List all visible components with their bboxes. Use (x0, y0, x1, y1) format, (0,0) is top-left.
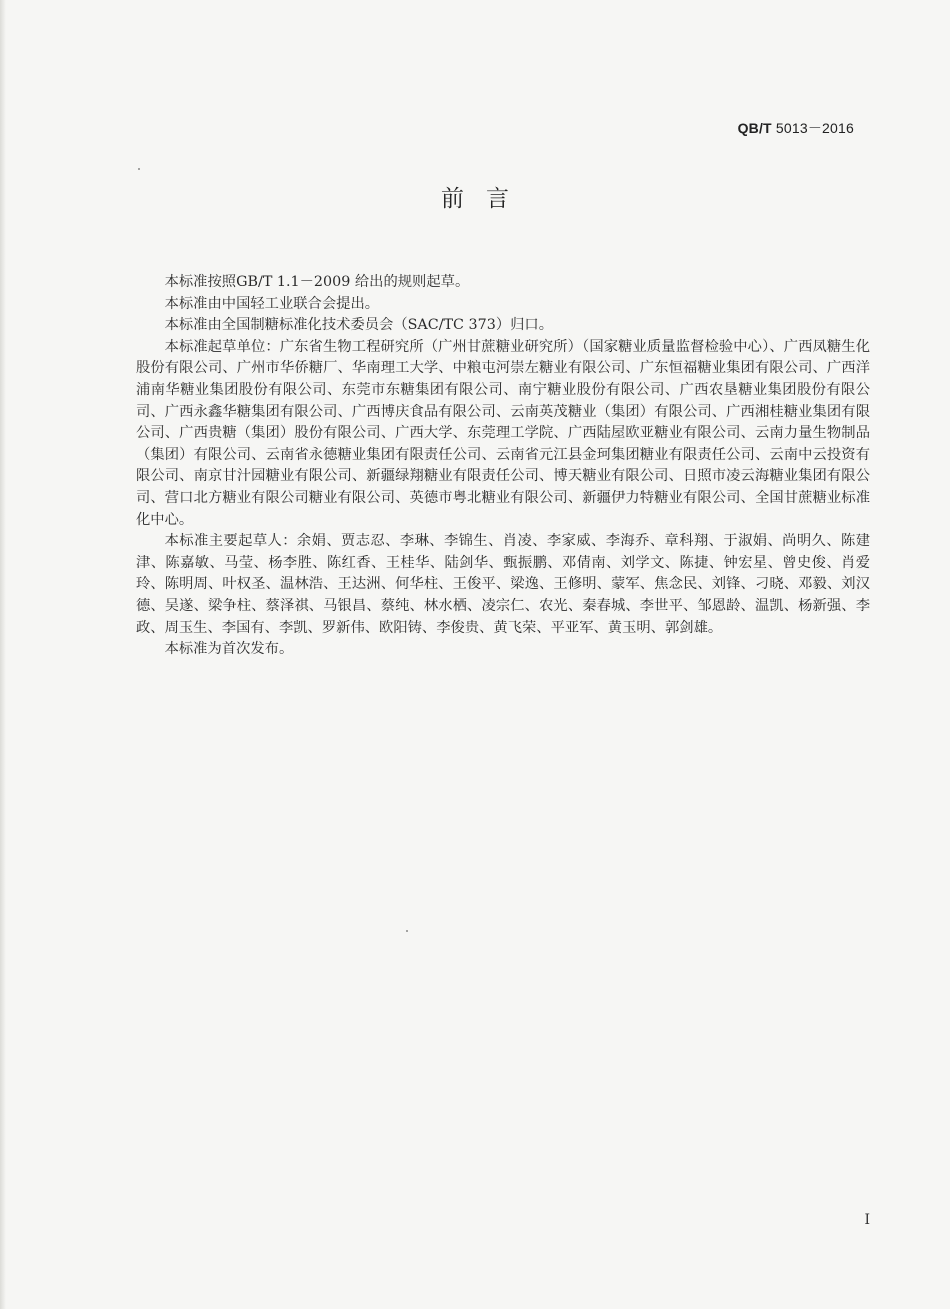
standard-prefix: QB/T (737, 120, 772, 136)
standard-code (738, 118, 854, 138)
scan-speck (406, 930, 408, 932)
page-number: I (864, 1212, 870, 1228)
page-title: 前言 (441, 186, 531, 212)
paragraph-proposer: 本标准由中国轻工业联合会提出。 (164, 295, 380, 312)
foreword-body (136, 272, 870, 661)
scan-speck (138, 168, 140, 170)
paragraph-drafters: 本标准主要起草人：余娟、贾志忍、李琳、李锦生、肖凌、李家威、李海乔、章科翔、于淑娟、尚明久、陈建津、陈嘉敏、马莹、杨李胜、陈红香、王桂华、陆剑华、甄振鹏、邓倩南、刘学文、陈捷、钟宏星、曾史俊、肖爱玲、陈明周、叶权圣、温林浩、王达洲、何华柱、王俊平、梁逸、王修明、蒙军、焦念民、刘锋、刁晓、邓毅、刘汉德、吴遂、梁争柱、蔡泽祺、马银昌、蔡纯、林水栖、凌宗仁、农光、秦春城、李世平、邹恩龄、温凯、杨新强、李政、周玉生、李国有、李凯、罗新伟、欧阳铸、李俊贵、黄飞荣、平亚军、黄玉明、郭剑雄。 (136, 533, 870, 636)
paragraph-first-release: 本标准为首次发布。 (164, 641, 294, 658)
paragraph-drafting-rules: 本标准按照GB/T 1.1－2009 给出的规则起草。 (164, 274, 470, 290)
paragraph-committee: 本标准由全国制糖标准化技术委员会（SAC/TC 373）归口。 (164, 317, 554, 334)
standard-number: 5013－2016 (771, 120, 854, 136)
paragraph-drafting-units: 本标准起草单位：广东省生物工程研究所（广州甘蔗糖业研究所）（国家糖业质量监督检验中心）、广西凤糖生化股份有限公司、广州市华侨糖厂、华南理工大学、中粮屯河崇左糖业有限公司、广东恒福糖业集团有限公司、广西洋浦南华糖业集团股份有限公司、东莞市东糖集团有限公司、南宁糖业股份有限公司、广西农垦糖业集团股份有限公司、广西永鑫华糖集团有限公司、广西博庆食品有限公司、云南英茂糖业（集团）有限公司、广西湘桂糖业集团有限公司、广西贵糖（集团）股份有限公司、广西大学、东莞理工学院、广西陆屋欧亚糖业有限公司、云南力量生物制品（集团）有限公司、云南省永德糖业集团有限责任公司、云南省元江县金珂集团糖业有限责任公司、云南中云投资有限公司、南京甘汁园糖业有限公司、新疆绿翔糖业有限责任公司、博天糖业有限公司、日照市凌云海糖业集团有限公司、营口北方糖业有限公司糖业有限公司、英德市粤北糖业有限公司、新疆伊力特糖业有限公司、全国甘蔗糖业标准化中心。 (136, 338, 870, 528)
